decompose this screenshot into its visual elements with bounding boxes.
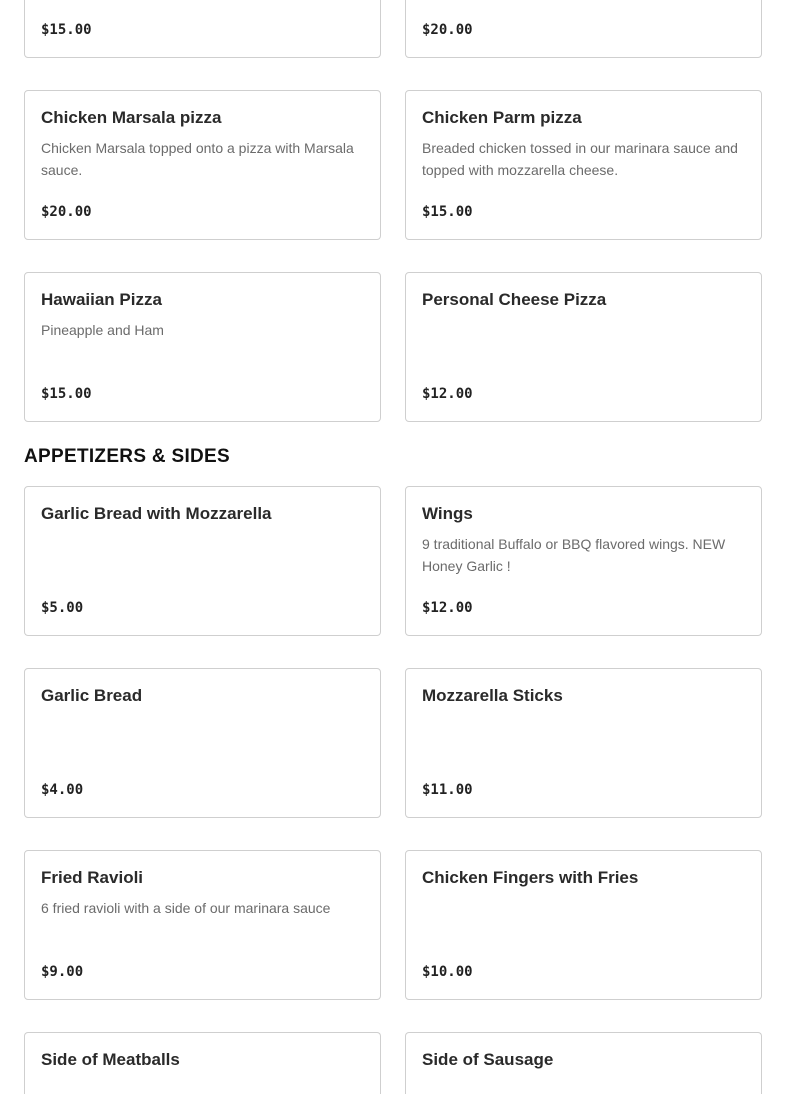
menu-item-card[interactable] — [24, 1032, 381, 1094]
menu-item-price: $12.00 — [422, 600, 473, 616]
menu-item-card[interactable] — [24, 90, 381, 240]
menu-item-name: Fried Ravioli — [41, 868, 144, 887]
menu-item-card[interactable] — [405, 1032, 762, 1094]
menu-item-name: Chicken Parm pizza — [422, 108, 582, 127]
menu-item-description: 9 traditional Buffalo or BBQ flavored wings. NEW Honey Garlic ! — [422, 536, 726, 574]
section-heading: APPETIZERS & SIDES — [24, 446, 230, 467]
menu-item-description: Breaded chicken tossed in our marinara sauce and topped with mozzarella cheese. — [422, 140, 738, 178]
menu-item-card[interactable] — [405, 0, 762, 58]
menu-item-price: $15.00 — [41, 22, 92, 38]
menu-item-price: $20.00 — [422, 22, 473, 38]
menu-item-description: 6 fried ravioli with a side of our marinara sauce — [41, 900, 331, 916]
menu-item-description: Chicken Marsala topped onto a pizza with Marsala sauce. — [41, 140, 354, 178]
menu-item-name: Side of Sausage — [422, 1050, 554, 1069]
menu-item-name: Mozzarella Sticks — [422, 686, 563, 705]
menu-item-price: $20.00 — [41, 204, 92, 220]
menu-item-card[interactable] — [24, 850, 381, 1000]
menu-item-card[interactable] — [405, 486, 762, 636]
menu-item-card[interactable] — [405, 850, 762, 1000]
menu-item-price: $5.00 — [41, 600, 84, 616]
menu-item-name: Garlic Bread with Mozzarella — [41, 504, 272, 523]
menu-item-description: Pineapple and Ham — [41, 322, 164, 338]
menu-item-name: Wings — [422, 504, 473, 523]
menu-item-card[interactable] — [24, 272, 381, 422]
menu-item-card[interactable] — [24, 486, 381, 636]
menu-item-name: Side of Meatballs — [41, 1050, 180, 1069]
menu-item-name: Personal Cheese Pizza — [422, 290, 607, 309]
menu-item-price: $10.00 — [422, 964, 473, 980]
menu-item-price: $12.00 — [422, 386, 473, 402]
menu-item-name: Chicken Fingers with Fries — [422, 868, 639, 887]
menu-item-name: Chicken Marsala pizza — [41, 108, 222, 127]
menu-item-name: Hawaiian Pizza — [41, 290, 162, 309]
menu-item-price: $4.00 — [41, 782, 84, 798]
menu-item-card[interactable] — [405, 668, 762, 818]
menu-item-price: $11.00 — [422, 782, 473, 798]
menu-item-price: $15.00 — [41, 386, 92, 402]
menu-item-price: $9.00 — [41, 964, 84, 980]
menu-item-card[interactable] — [24, 0, 381, 58]
menu-item-card[interactable] — [24, 668, 381, 818]
menu-item-name: Garlic Bread — [41, 686, 143, 705]
menu-item-card[interactable] — [405, 90, 762, 240]
menu-item-card[interactable] — [405, 272, 762, 422]
menu-item-price: $15.00 — [422, 204, 473, 220]
